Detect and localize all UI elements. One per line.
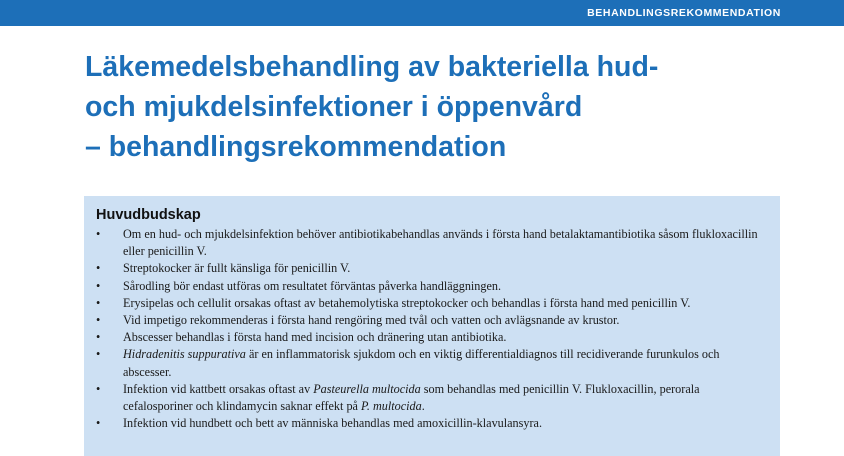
list-item (94, 415, 769, 432)
list-item (94, 346, 769, 380)
list-item (94, 381, 769, 415)
list-item-text: Abscesser behandlas i första hand med incision och dränering utan antibiotika. (123, 330, 507, 345)
bullet-icon: • (96, 416, 101, 431)
bullet-icon: • (96, 261, 101, 276)
bullet-icon: • (96, 347, 101, 362)
list-item-text: Infektion vid kattbett orsakas oftast av (123, 381, 314, 396)
italic-term: Hidradenitis suppurativa (123, 347, 246, 362)
list-item (94, 295, 769, 312)
title-line-3: – behandlingsrekommendation (85, 131, 507, 163)
section-label: BEHANDLINGSREKOMMENDATION (587, 7, 781, 19)
key-messages-heading: Huvudbudskap (96, 207, 201, 223)
list-item (94, 312, 769, 329)
header-bar (0, 0, 844, 26)
key-messages-list (94, 226, 769, 432)
bullet-icon: • (96, 330, 101, 345)
bullet-icon: • (96, 227, 101, 241)
bullet-icon: • (96, 313, 101, 328)
bullet-icon: • (96, 381, 101, 396)
list-item (94, 260, 769, 277)
list-item-text: Sårodling bör endast utföras om resultatet förväntas påverka handläggningen. (123, 278, 502, 293)
list-item-text: är en inflammatorisk sjukdom och en viktig differentialdiagnos till recidiverande furunkulos och abscesser. (123, 347, 720, 379)
list-item-text: Infektion vid hundbett och bett av människa behandlas med amoxicillin-klavulansyra. (123, 416, 543, 431)
list-item-text: Erysipelas och cellulit orsakas oftast av betahemolytiska streptokocker och behandlas i första hand med penicillin V. (123, 295, 691, 310)
bullet-icon: • (96, 278, 101, 293)
list-item (94, 226, 769, 260)
list-item-text: Streptokocker är fullt känsliga för penicillin V. (123, 261, 351, 276)
document-title (85, 47, 805, 167)
bullet-icon: • (96, 295, 101, 310)
italic-term: P. multocida (361, 399, 422, 414)
italic-term: Pasteurella multocida (313, 381, 421, 396)
list-item-text: som behandlas med penicillin V. Flukloxacillin, perorala cefalosporiner och klindamycin saknar effekt på (123, 381, 700, 414)
list-item-text: Om en hud- och mjukdelsinfektion behöver antibiotikabehandlas används i första hand betalaktamantibiotika såsom flukloxacillin eller penicillin V. (123, 227, 758, 259)
title-line-1: Läkemedelsbehandling av bakteriella hud- (85, 51, 659, 83)
key-messages-box (84, 196, 780, 456)
list-item (94, 329, 769, 346)
list-item-text: . (421, 399, 425, 414)
list-item-text: Vid impetigo rekommenderas i första hand rengöring med tvål och vatten och avlägsnande av krustor. (123, 313, 620, 328)
title-line-2: och mjukdelsinfektioner i öppenvård (85, 91, 583, 123)
list-item (94, 278, 769, 295)
